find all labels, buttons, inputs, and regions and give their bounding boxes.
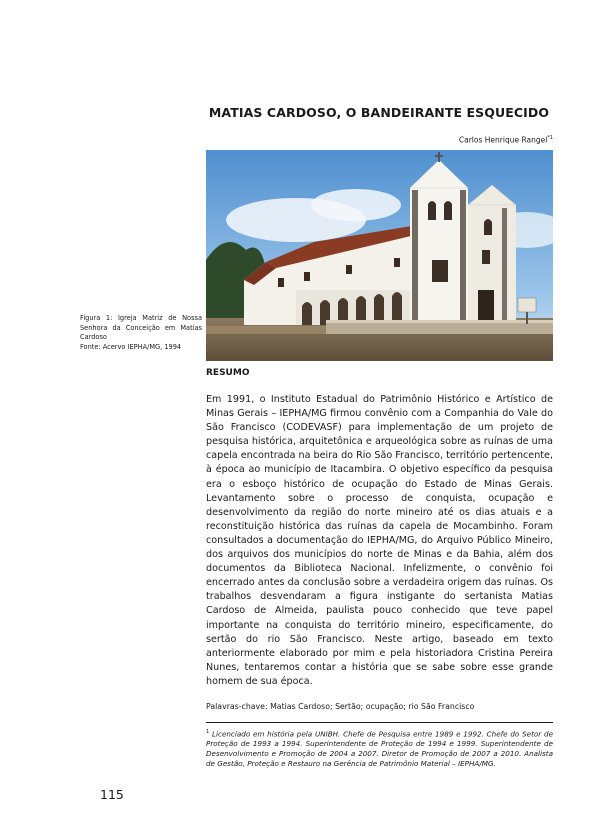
footnote-rule	[206, 722, 553, 723]
figure-caption	[80, 314, 202, 352]
church-photo	[206, 150, 553, 361]
abstract-heading: RESUMO	[206, 368, 250, 378]
figure-source: Fonte: Acervo IEPHA/MG, 1994	[80, 342, 182, 351]
author-line	[459, 135, 553, 145]
article-title: MATIAS CARDOSO, O BANDEIRANTE ESQUECIDO	[208, 105, 550, 120]
keywords: Palavras-chave: Matias Cardoso; Sertão; ocupação; rio São Francisco	[206, 702, 475, 711]
author-footnote-mark: *1	[547, 135, 553, 141]
abstract-text: Em 1991, o Instituto Estadual do Patrimônio Histórico e Artístico de Minas Gerais – IEPHA/MG firmou convênio com a Companhia do Vale do São Francisco (CODEVASF) para implementação de um projeto de pesquisa histórica, arquitetônica e arqueológica sobre as ruínas de uma capela encontrada na beira do Rio São Francisco, território pertencente, à época ao município de Itacambira. O objetivo específico da pesquisa era o esboço histórico de ocupação do Estado de Minas Gerais. Levantamento sobre o processo de conquista, ocupação e desenvolvimento da região do norte mineiro até os dias atuais e a reconstituição histórica das ruínas da capela de Mocambinho. Foram consultados a documentação do IEPHA/MG, do Arquivo Público Mineiro, dos arquivos dos municípios do norte de Minas e da Bahia, além dos documentos da Biblioteca Nacional. Infelizmente, o convênio foi encerrado antes da conclusão sobre a verdadeira origem das ruínas. Os trabalhos desvendaram a figura instigante do sertanista Matias Cardoso de Almeida, paulista pouco conhecido que teve papel importante na conquista do território mineiro, especificamente, do sertão do rio São Francisco. Neste artigo, baseado em texto anteriormente elaborado por mim e pela historiadora Cristina Pereira Nunes, tentaremos contar a história que se sabe sobre esse grande homem de sua época.	[206, 394, 554, 687]
footnote-mark: 1	[206, 729, 210, 735]
page-number: 115	[100, 787, 124, 802]
figure-caption-text: Figura 1: Igreja Matriz de Nossa Senhora da Conceição em Matias Cardoso	[80, 314, 202, 342]
footnote-text: Licenciado em história pela UNIBH. Chefe de Pesquisa entre 1989 e 1992. Chefe do Setor de Proteção de 1993 a 1994. Superintendente de Proteção de 1994 e 1999. Superintendente de Desenvolvimento e Promoção de 2004 a 2007. Diretor de Promoção de 2007 a 2010. Analista de Gestão, Proteção e Restauro na Gerência de Patrimônio Material – IEPHA/MG.	[206, 729, 553, 769]
author-name: Carlos Henrique Rangel	[458, 135, 548, 145]
footnote	[206, 727, 553, 769]
church-illustration	[206, 150, 553, 361]
